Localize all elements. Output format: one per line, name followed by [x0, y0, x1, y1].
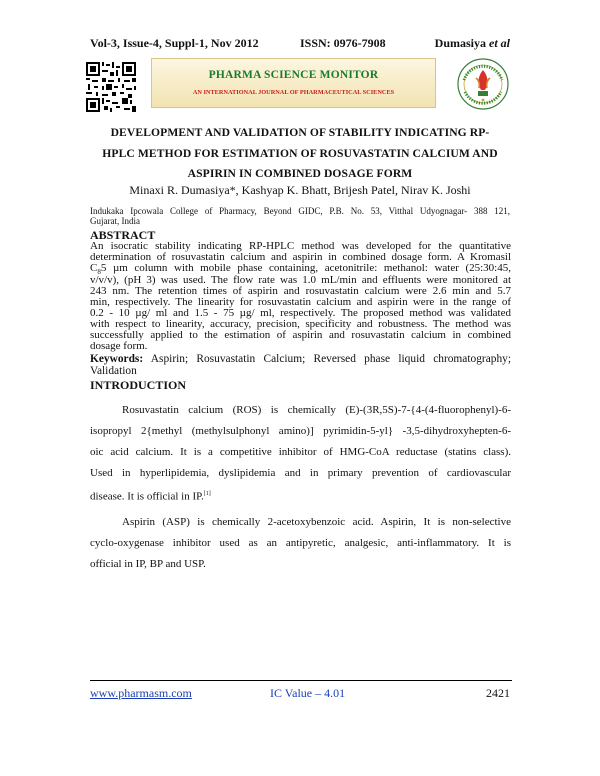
intro-p2-line-3: official in IP, BP and USP. [90, 558, 206, 570]
running-head [90, 36, 510, 52]
article-title-line-2: HPLC METHOD FOR ESTIMATION OF ROSUVASTATIN CALCIUM AND [102, 147, 498, 160]
column-type-c: C [90, 262, 98, 274]
abstract-line-8: with respect to linearity, accuracy, precision, specificity and robustness. The method was [90, 318, 511, 330]
affiliation-line-2: Gujarat, India [90, 216, 140, 226]
introduction-heading: INTRODUCTION [90, 378, 187, 392]
abstract-line-4: v/v/v), (pH 3) was used. The flow rate was 1.0 mL/min and effluents were monitored at [90, 274, 511, 286]
abstract-line-3-text: 5 µm column with mobile phase containing, acetonitrile: methanol: water (25:30:45, [100, 262, 511, 274]
keywords-text: Aspirin; Rosuvastatin Calcium; Reversed phase liquid chromatography; [150, 353, 511, 365]
running-author [435, 36, 510, 51]
abstract-heading: ABSTRACT [90, 228, 156, 242]
abstract-line-7: 0.2 - 10 µg/ ml and 1.5 - 75 µg/ ml, respectively. The proposed method was validated [90, 307, 511, 319]
abstract-line-5: 243 nm. The retention times of aspirin and rosuvastatin calcium were 2.6 min and 5.7 [90, 285, 511, 297]
issn: ISSN: 0976-7908 [300, 36, 386, 50]
abstract-line-10: dosage form. [90, 340, 148, 352]
reference-1: [1] [203, 491, 211, 497]
keywords-line-2: Validation [90, 365, 137, 377]
running-author-etal: et al [489, 36, 510, 50]
ic-value: IC Value – 4.01 [270, 686, 346, 700]
volume-issue: Vol-3, Issue-4, Suppl-1, Nov 2012 [90, 36, 259, 50]
abstract-line-1: An isocratic stability indicating RP-HPLC method was developed for the quantitative [90, 240, 511, 252]
intro-p1-line-1: Rosuvastatin calcium (ROS) is chemically (E)-(3R,5S)-7-{4-(4-fluorophenyl)-6- [122, 404, 511, 416]
intro-p1-line-5-text: disease. It is official in IP. [90, 490, 204, 503]
intro-p2-line-2: cyclo-oxygenase inhibitor used as an antipyretic, analgesic, anti-inflammatory. It is [90, 537, 511, 549]
intro-p1-line-3: oic acid calcium. It is a competitive inhibitor of HMG-CoA reductase (statins class). [90, 446, 511, 458]
journal-subtitle: AN INTERNATIONAL JOURNAL OF PHARMACEUTICAL SCIENCES [192, 89, 395, 96]
article-title-line-1: DEVELOPMENT AND VALIDATION OF STABILITY INDICATING RP- [110, 126, 490, 139]
author-list: Minaxi R. Dumasiya*, Kashyap K. Bhatt, Brijesh Patel, Nirav K. Joshi [129, 183, 471, 197]
abstract-line-6: min, respectively. The linearity for rosuvastatin calcium and aspirin were in the range of [90, 296, 511, 308]
page-number: 2421 [486, 686, 510, 700]
footer-rule [90, 680, 512, 681]
article-title-line-3: ASPIRIN IN COMBINED DOSAGE FORM [187, 167, 413, 180]
qr-code-icon [86, 62, 136, 112]
affiliation-line-1: Indukaka Ipcowala College of Pharmacy, Beyond GIDC, P.B. No. 53, Vitthal Udyognagar- 388 121, [90, 206, 510, 216]
affiliation [90, 206, 510, 226]
intro-p1-line-5 [90, 488, 511, 503]
abstract-line-9: successfully applied to the estimation of aspirin and rosuvastatin calcium in combined [90, 329, 511, 341]
journal-seal-logo-icon [456, 56, 510, 112]
journal-banner [151, 58, 436, 108]
keywords-line-1 [90, 354, 511, 365]
intro-p1-line-2: isopropyl 2{methyl (methylsulphonyl amino)] pyrimidin-5-yl} -3,5-dihydroxyhepten-6- [90, 425, 511, 437]
column-type-subscript: 8 [97, 268, 101, 277]
intro-p2-line-1: Aspirin (ASP) is chemically 2-acetoxybenzoic acid. Aspirin, It is non-selective [122, 516, 511, 528]
abstract-line-2: determination of rosuvastatin calcium and aspirin in combined dosage form. A Kromasil [90, 251, 511, 263]
intro-p1-line-4: Used in hyperlipidemia, dyslipidemia and in primary prevention of cardiovascular [90, 467, 511, 479]
running-author-name: Dumasiya [434, 36, 486, 50]
keywords-label: Keywords: [90, 353, 144, 365]
journal-name: PHARMA SCIENCE MONITOR [208, 69, 379, 81]
journal-website-link[interactable]: www.pharmasm.com [90, 686, 192, 700]
